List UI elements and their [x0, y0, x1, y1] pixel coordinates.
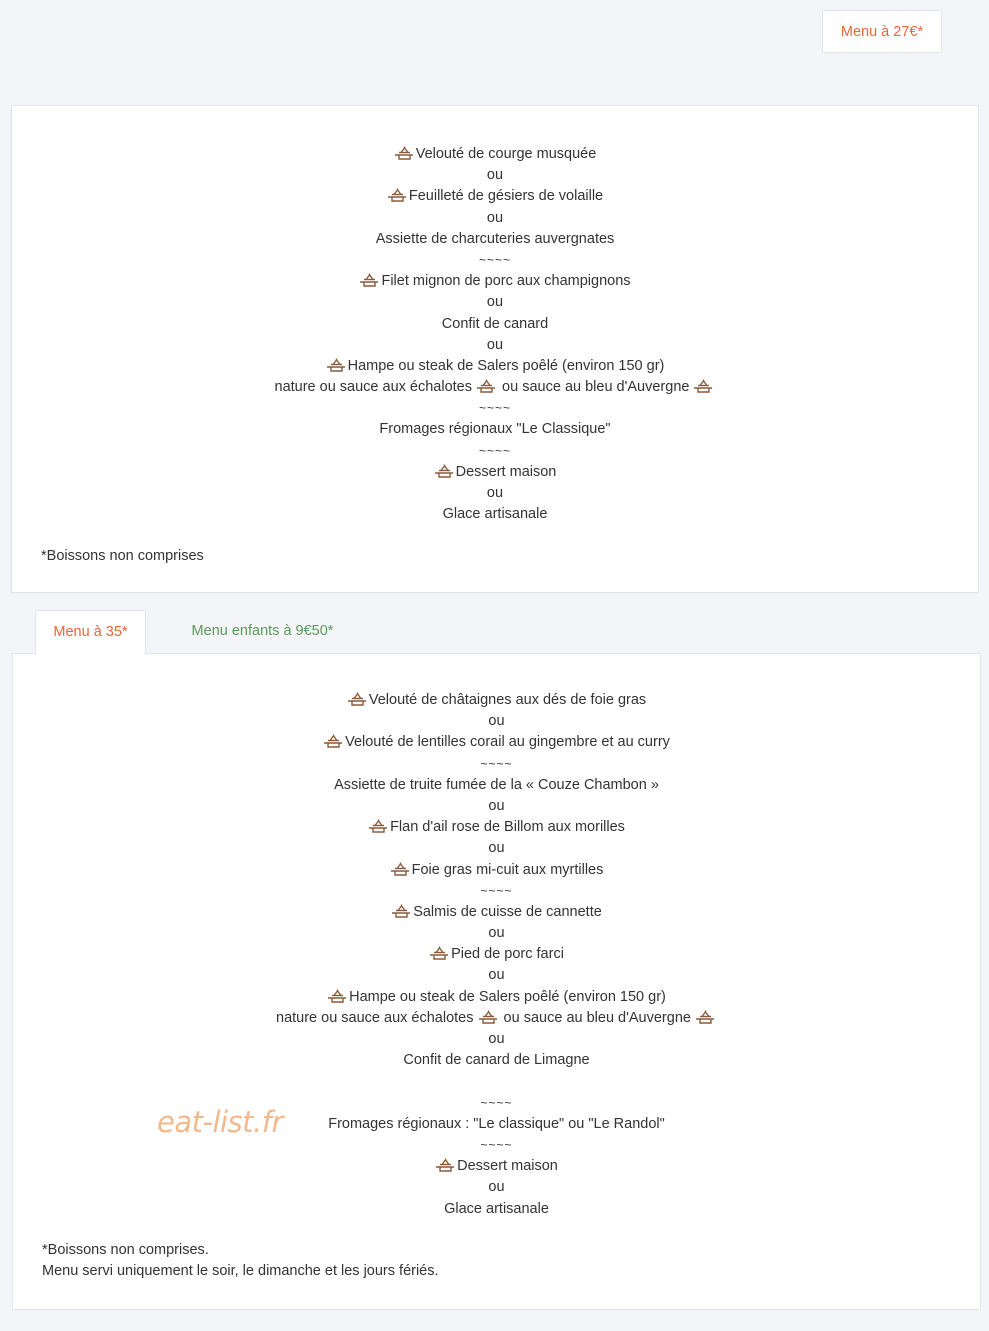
menu-item: [12, 314, 978, 335]
menu-separator: [12, 398, 978, 419]
cooking-pot-icon: [327, 989, 347, 1003]
menu-item-text: Glace artisanale: [444, 1200, 549, 1217]
menu-item: [12, 504, 978, 525]
tab-menu-enfants[interactable]: Menu enfants à 9€50*: [191, 623, 334, 639]
menu-separator: [12, 250, 978, 271]
menu-35-note: [42, 1240, 439, 1282]
separator-text: ~~~~: [478, 401, 512, 416]
menu-spacer: [13, 1071, 980, 1092]
menu-item-text: Velouté de courge musquée: [415, 146, 597, 162]
menu-item-text: Fromages régionaux : "Le classique" ou "Le Randol": [328, 1115, 665, 1132]
cooking-pot-icon: [434, 464, 454, 478]
menu-item-text: Confit de canard: [441, 315, 549, 332]
menu-item: [13, 796, 980, 817]
menu-item-text: ou: [486, 167, 504, 184]
menu-item: [12, 356, 978, 377]
separator-text: ~~~~: [480, 1095, 513, 1110]
tab-menu-35[interactable]: Menu à 35*: [35, 610, 146, 654]
menu-separator: [13, 881, 980, 902]
cooking-pot-icon: [368, 819, 388, 833]
menu-item: [13, 1050, 980, 1071]
menu-item: [13, 944, 980, 965]
menu-item-text: ou sauce au bleu d'Auvergne: [499, 1009, 695, 1026]
menu-item: [12, 292, 978, 313]
cooking-pot-icon: [695, 1010, 715, 1024]
cooking-pot-icon: [326, 358, 346, 372]
cooking-pot-icon: [347, 692, 367, 706]
menu-item: [12, 271, 978, 292]
menu-item-text: Assiette de charcuteries auvergnates: [375, 230, 615, 247]
separator-text: ~~~~: [480, 756, 513, 771]
menu-item: [13, 1199, 980, 1220]
menu-item-text: ou: [486, 485, 504, 501]
menu-item-text: ou: [486, 294, 504, 311]
menu-item: [13, 1177, 980, 1198]
menu-item: [12, 229, 978, 250]
watermark-logo: eat-list.fr: [157, 1105, 283, 1139]
menu-item: [13, 838, 980, 859]
menu-item-text: Glace artisanale: [442, 506, 548, 523]
menu-item: [13, 1156, 980, 1177]
cooking-pot-icon: [693, 379, 713, 393]
menu-item: [13, 902, 980, 923]
menu-35-note-line: *Boissons non comprises.: [42, 1242, 209, 1258]
menu-item-text: Dessert maison: [457, 1158, 558, 1175]
menu-item-text: Confit de canard de Limagne: [403, 1052, 590, 1069]
menu-item: [13, 987, 980, 1008]
menu-item-text: Salmis de cuisse de cannette: [413, 903, 602, 920]
menu-separator: [13, 754, 980, 775]
menu-item: [13, 732, 980, 753]
menu-item-text: ou: [488, 797, 505, 814]
menu-item-text: ou: [488, 713, 505, 730]
menu-item: [12, 165, 978, 186]
menu-27-panel: [11, 105, 979, 593]
menu-35-lines: [13, 690, 980, 1220]
menu-item: [12, 186, 978, 207]
menu-item: [12, 483, 978, 504]
menu-item-text: Hampe ou steak de Salers poêlé (environ 150 gr): [347, 357, 665, 374]
menu-27-lines: [12, 144, 978, 525]
menu-item-text: nature ou sauce aux échalotes: [276, 1009, 478, 1026]
cooking-pot-icon: [394, 146, 414, 160]
menu-item: [13, 1008, 980, 1029]
menu-item-text: ou: [486, 209, 504, 226]
menu-item-text: Filet mignon de porc aux champignons: [381, 273, 631, 290]
menu-item: [12, 462, 978, 483]
menu-item-text: ou: [488, 840, 505, 857]
menu-item-text: ou: [486, 336, 504, 353]
cooking-pot-icon: [323, 734, 343, 748]
menu-35-note-line: Menu servi uniquement le soir, le dimanche et les jours fériés.: [42, 1263, 439, 1280]
menu-item-text: Pied de porc farci: [451, 946, 564, 963]
menu-item-text: Feuilleté de gésiers de volaille: [408, 188, 604, 205]
menu-item-text: ou: [488, 925, 505, 942]
menu-item-text: Foie gras mi-cuit aux myrtilles: [411, 861, 604, 878]
menu-item: [13, 775, 980, 796]
menu-item: [12, 377, 978, 398]
menu-item-text: ou: [488, 967, 505, 984]
menu-item: [13, 690, 980, 711]
menu-item: [13, 817, 980, 838]
menu-item: [12, 335, 978, 356]
menu-item: [13, 860, 980, 881]
cooking-pot-icon: [387, 188, 407, 202]
tab-menu-27[interactable]: Menu à 27€*: [822, 10, 942, 53]
menu-item-text: Velouté de lentilles corail au gingembre et au curry: [345, 734, 670, 751]
cooking-pot-icon: [478, 1010, 498, 1024]
menu-item-text: ou: [488, 1031, 505, 1047]
menu-item-text: Hampe ou steak de Salers poêlé (environ 150 gr): [349, 988, 666, 1005]
menu-item-text: Flan d'ail rose de Billom aux morilles: [390, 819, 625, 836]
menu-item-text: Velouté de châtaignes aux dés de foie gras: [368, 692, 647, 708]
menu-item-text: ou sauce au bleu d'Auvergne: [498, 379, 694, 396]
cooking-pot-icon: [390, 862, 410, 876]
menu-item-text: Dessert maison: [455, 463, 557, 480]
separator-text: ~~~~: [480, 883, 513, 898]
menu-35-panel: [12, 653, 981, 1310]
menu-item: [13, 1029, 980, 1050]
menu-item: [12, 208, 978, 229]
cooking-pot-icon: [429, 946, 449, 960]
menu-27-note: *Boissons non comprises: [41, 548, 204, 564]
menu-item-text: Assiette de truite fumée de la « Couze Chambon »: [334, 776, 659, 793]
cooking-pot-icon: [391, 904, 411, 918]
menu-item-text: nature ou sauce aux échalotes: [274, 379, 477, 396]
menu-item: [13, 711, 980, 732]
menu-item: [12, 419, 978, 440]
cooking-pot-icon: [359, 273, 379, 287]
cooking-pot-icon: [476, 379, 496, 393]
separator-text: ~~~~: [480, 1137, 513, 1152]
menu-item-text: Fromages régionaux "Le Classique": [379, 421, 611, 438]
separator-text: ~~~~: [478, 443, 512, 458]
cooking-pot-icon: [435, 1158, 455, 1172]
menu-separator: [12, 441, 978, 462]
menu-item-text: ou: [488, 1179, 505, 1196]
menu-item: [13, 923, 980, 944]
menu-item: [13, 965, 980, 986]
menu-item: [12, 144, 978, 165]
separator-text: ~~~~: [478, 252, 512, 267]
